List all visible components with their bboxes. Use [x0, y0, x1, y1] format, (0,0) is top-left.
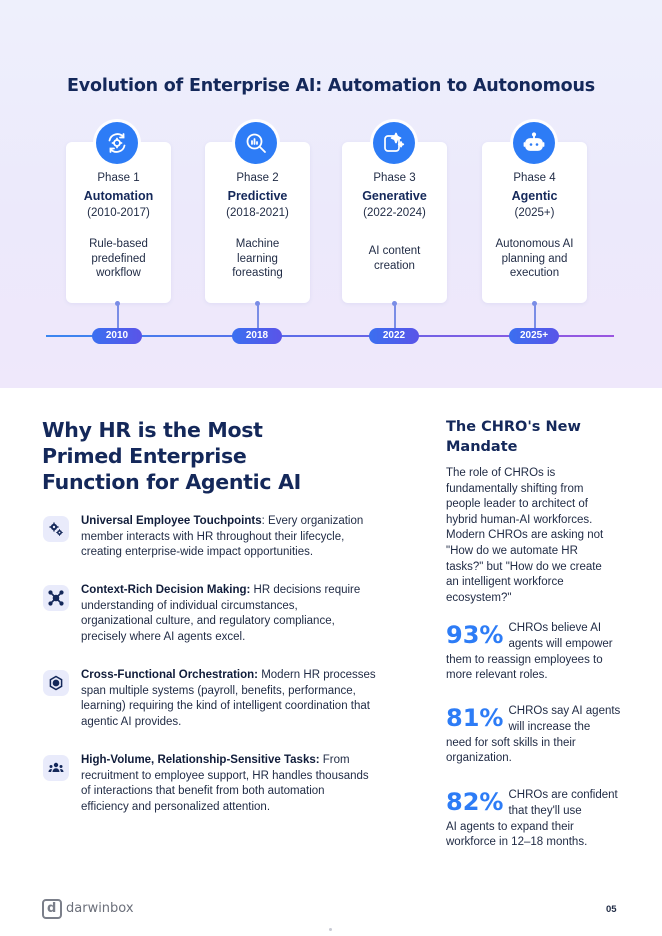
chro-intro-text: The role of CHROs is fundamentally shifting from people leader to architect of hybrid human-AI workforces. Modern CHROs are asking not "How do we automate HR tasks?" but "How do we create an intelligent workforce ecosystem?" — [446, 467, 604, 604]
brand-name: darwinbox — [66, 901, 134, 916]
stat-93: 93% CHROs believe AI agents will empower them to reassign employees to more relevant roles. — [446, 621, 613, 682]
darwinbox-logo-icon: d — [42, 899, 62, 919]
phase-label: Phase 3 — [373, 172, 416, 184]
timeline-stem — [117, 304, 119, 328]
phase-label: Phase 1 — [97, 172, 140, 184]
phase-card-3 — [342, 142, 447, 303]
phase-desc: Rule-based predefined workflow — [89, 238, 148, 279]
feature-universal-touchpoints: Universal Employee Touchpoints: Every organization member interacts with HR throughout their lifecycle, creating enterprise-wide impact opportunities. — [81, 515, 364, 558]
phase-card-2 — [205, 142, 310, 303]
stat-percent: 81% — [446, 704, 504, 732]
phase-card-1 — [66, 142, 171, 303]
phase-card-4 — [482, 142, 587, 303]
phase-name: Automation — [83, 189, 154, 203]
timeline-stem — [394, 304, 396, 328]
phase-name: Generative — [362, 189, 427, 203]
robot-icon — [513, 122, 555, 164]
feature-context-rich: Context-Rich Decision Making: HR decisions require understanding of individual circumstances, organizational culture, and regulatory compliance, precisely where AI agents excel. — [81, 584, 361, 643]
timeline-stem — [534, 304, 536, 328]
phase-desc: Machine learning foreasting — [232, 238, 283, 279]
timeline-marker: 2025+ — [509, 328, 559, 344]
gear-cycle-icon — [96, 122, 138, 164]
stat-percent: 82% — [446, 788, 504, 816]
phase-name: Predictive — [227, 189, 288, 203]
stat-percent: 93% — [446, 621, 504, 649]
orchestration-icon — [43, 670, 69, 696]
hero-title: Evolution of Enterprise AI: Automation to Autonomous — [67, 76, 595, 96]
timeline-stem — [257, 304, 259, 328]
why-hr-title: Why HR is the Most Primed Enterprise Function for Agentic AI — [42, 418, 301, 494]
people-icon — [43, 755, 69, 781]
magnifier-chart-icon — [235, 122, 277, 164]
phase-name: Agentic — [511, 189, 558, 203]
sparkle-icon — [373, 122, 415, 164]
timeline-marker: 2010 — [92, 328, 142, 344]
phase-years: (2025+) — [514, 207, 555, 219]
timeline-marker: 2018 — [232, 328, 282, 344]
feature-high-volume: High-Volume, Relationship-Sensitive Tasks: From recruitment to employee support, HR handles thousands of interactions that benefit from both automation efficiency and personalized attention. — [81, 754, 369, 813]
phase-label: Phase 4 — [513, 172, 556, 184]
gears-icon — [43, 516, 69, 542]
phase-years: (2010-2017) — [87, 207, 150, 219]
stat-81: 81% CHROs say AI agents will increase the need for soft skills in their organization. — [446, 704, 621, 765]
stat-82: 82% CHROs are confident that they'll use AI agents to expand their workforce in 12–18 months. — [446, 788, 618, 849]
timeline-marker: 2022 — [369, 328, 419, 344]
phase-desc: Autonomous AI planning and execution — [495, 238, 574, 279]
chro-mandate-title: The CHRO's New Mandate — [446, 419, 581, 455]
phase-desc: AI content creation — [368, 245, 421, 272]
page-number: 05 — [606, 904, 617, 915]
phase-label: Phase 2 — [236, 172, 279, 184]
phase-years: (2018-2021) — [226, 207, 289, 219]
network-icon — [43, 585, 69, 611]
phase-years: (2022-2024) — [363, 207, 426, 219]
page-dot — [329, 928, 332, 931]
feature-cross-functional: Cross-Functional Orchestration: Modern HR processes span multiple systems (payroll, benefits, performance, learning) requiring the kind of intelligent coordination that agentic AI provides. — [81, 669, 376, 728]
